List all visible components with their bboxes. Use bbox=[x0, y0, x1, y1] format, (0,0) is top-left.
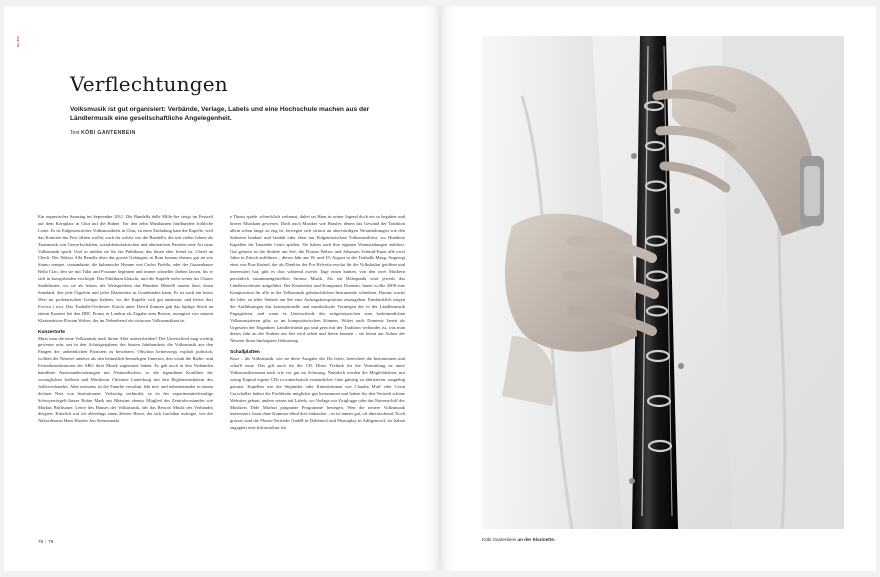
paragraph: Kurz – die Volksmusik, wie sie diese Ausgabe des Du feiert, bereichert die Institutionen und schafft neue. Das gilt auch für die CD. Diese Technik für die Vermittlung ist unter Volksmusikerinnen nach wie vor gut im Schwung. Natürlich werden die Möglichkeiten, mit wenig Kapital eigene CDs in tontechnisch erstaunlicher Güte günstig zu fabrizieren, ausgiebig genutzt. Kapellen wie die Stajünsler oder Künstlerinnen wie Claudia Muff oder Corin Curschellas halten die Profitkette möglichst gut beisammen und haben für den Vertrieb schöne Websites gebaut, andere setzen auf Labels, wo Verlage wie Zytglogge oder das Narrenschiff des Musikers Dide Marfurt prägnante Programme bewegen. Wen die neuere Volksmusik interessiert, kann ohne Kummer blind dort einkaufen – es ist immer gut, oft überraschend. Noch grösser sind die Phono-Vertriebs GmbH in Dallenwil und Phonoplay in Adligenswil; sie halten engagiert eine Infrastruktur für bbox=[230, 356, 405, 431]
paragraph: z Thusis spiele, schrecklich verhunzt, dabei sei Hans in seiner Jugend doch ein so begabter und braver Musikant gewesen. Doch auch Musiker wie Hassler, denen das Gewand der Tradition allein schon lange zu eng ist, bewegen sich virtuos an alterwürdigen Veranstaltungen wie den Stubeten landauf und landab oder eben am Eidgenössischen Volksmusikfest, wo Hunderte Kapellen für Tausende Leute spielen. Sie haben auch ihre eigenen Veranstaltungen etabliert. Gut gearten ist die Stubete am See, die Florian Walser und Johannes Schmid-Kunz alle zwei Jahre in Zürich aufführen – dieses Jahr am 18. und 19. August in der Tonhalle Maag. Angeregt einst von Pius Knüsel, der als Direktor der Pro Helvetia resolut für die Volkskultur geöffnet und interessiert hat, gibt es dort während zweier Tage einen bunten, von den zwei Machern persönlich zusammengestellten Strauss Musik. Als ein Höhepunkt wird jeweils das Ländlerorchester aufgeführt. Der Klarinettist und Komponist Domenic Janett wollte 2008 eine Komposition für alle in der Volksmusik gebräuchlichen Instrumente schreiben. Daraus wuchs die Idee, zu jeder Stubete am See eine Auftragskomposition auszugeben. Eindrücklich zeigen die Aufführungen das konzeptionelle und musikalische Vermögen der in der Ländlermusik Engagierten, und wenn es Unterschiede des zeitgenössischen zum herkömmlichen Volksmusizieren gibt, so im kompositorischen Können. Wobei auch Domenic Janett als Urgestein der Engadiner Ländlerfründa gut und gern mit der Tradition verbündet ist, was man dieses Jahr an der Stubete am See wird sehen und hören können – sie feiern am Anlass der Neuerer ihren fünfzigsten Geburtstag. bbox=[230, 214, 405, 344]
clarinet-illustration bbox=[482, 36, 844, 529]
byline bbox=[70, 130, 136, 136]
clarinet-photo bbox=[482, 36, 844, 529]
folio: 78 | 79 bbox=[38, 539, 54, 544]
byline-author: KÖBI GANTENBEIN bbox=[80, 130, 136, 136]
article-title: Verflechtungen bbox=[70, 72, 228, 96]
page-number-left: 78 bbox=[38, 539, 44, 544]
paragraph: Ein regnerischer Samstag im September 2011. Die Bandella delle Mille-lire steigt im Festzelt auf dem Kornplatz in Chur auf die Bühne. Vor den zehn Musikanten fünfhundert fröhliche Leute. Es ist Eidgenössisches Volksmusikfest in Chur, zu einer Einladung kam die Kapelle, weil das Komitee das Fest öffnen wollte; auch für solche wie die Bandella, die seit vielen Jahren als Tanzmusik von Gewerkschaften, sozialdemokratischen und alternativen Parteien eine Art neue Volksmusik spielt. Und so mühen sie für ein Publikum, das ihnen eher fremd ist, Cherli an Cherli: Der Walzer Alla Renella über das grosse Gefängnis in Rom kommt ebenso gut an wie Siamo sempre, comandante, die kubanische Hymne von Carlos Puebla, oder der Gassenhauer Bella Ciao, den sie mit Tuba und Posaune beginnen und immer schneller drehen lassen, bis er sich in Jazzgirlanden erschöpft. Das Publikum klatscht, und die Kapelle zieht weiter ins Churer Stadttheater, wo sie als letztes des Wettspieleres das Bündner Meitelli tanzen lässt, einen Standard, den jede Örgelein und jeder Klarinettist in Graubünden kann. Er ist auch ein fester Wert im proletarischen Liedgut Italiens, wo die Kapelle sich gut auskennt, und heisst dort Evviva i soci. Das Tonhalle-Orchester Zürich unter David Zinman gab das lüpfige Stück an einem Konzert bei den BBC Proms in London als Zugabe zum Besten, arrangiert von seinem Klarinettisten Florian Walser, der im Nebenberuf ein virtuoser Volksmusikant ist. bbox=[38, 214, 213, 323]
section-tag: Du 825 bbox=[16, 36, 20, 48]
magazine-spread bbox=[4, 6, 876, 571]
photo-caption bbox=[482, 537, 555, 542]
paragraph: Muss man die neue Volksmusik nach ihrem Alter unterscheiden? Der Unterschied mag wichtig gewesen sein, um in den Achtzigerjahren des letzten Jahrhunderts die Volksmusik aus den Fängen der unheimlichen Patrioten zu bewahren. Obschon keineswegs explizit politisch, wollten die Neuerer anderes als den heimatlich-heimeligen Unterton, den vorab die Radio- und Fernsehmoderatoren der SRG ihrer Musik zugemutet haben. Es gab auch in den Verbänden handfeste Auseinandersetzungen mit Neumödischen, so die legendären Konflikte der vorzüglichen Jodlerin und Musikerin Christine Lauterburg mit den Reglementshütern des Jodlerverbandes. Aber meistens ist die Familie versöhnt, lebt mit- und nebeneinander in einem dichten Netz von Institutionen. Vielseitig verbindet, so ist der experimentierfreudige Schwyzerörgeli-Jazzer Robin Mark aus Rhäzüns ebenso Mitglied des Zentralvorstandes wie Markus Brülisauer, Leiter des Hauses der Volksmusik, der das Ressort Musik des Verbandes dirigiert. Kürzlich traf ich allerdings einen älteren Herrn, der sich furchtbar aufregte, wie der Akkordeonist Hans Hassler Am Sternamarkt bbox=[38, 335, 213, 424]
byline-prefix: Text bbox=[70, 130, 80, 136]
caption-name: Köbi Gantenbein bbox=[482, 537, 517, 542]
subhead-konzertorte: Konzertorte bbox=[38, 329, 65, 335]
caption-text: an der Klarinette. bbox=[517, 537, 556, 542]
body-column-1 bbox=[38, 214, 213, 425]
page-number-right: 79 bbox=[48, 539, 54, 544]
subhead-schallplatten: Schallplatten bbox=[230, 350, 260, 356]
right-page bbox=[440, 6, 876, 571]
article-lede: Volksmusik ist gut organisiert: Verbände, Verlage, Labels und eine Hochschule machen aus der Ländlermusik eine gesellschaftliche Angelegenheit. bbox=[70, 106, 370, 122]
left-page bbox=[4, 6, 440, 571]
body-column-2 bbox=[230, 214, 405, 432]
